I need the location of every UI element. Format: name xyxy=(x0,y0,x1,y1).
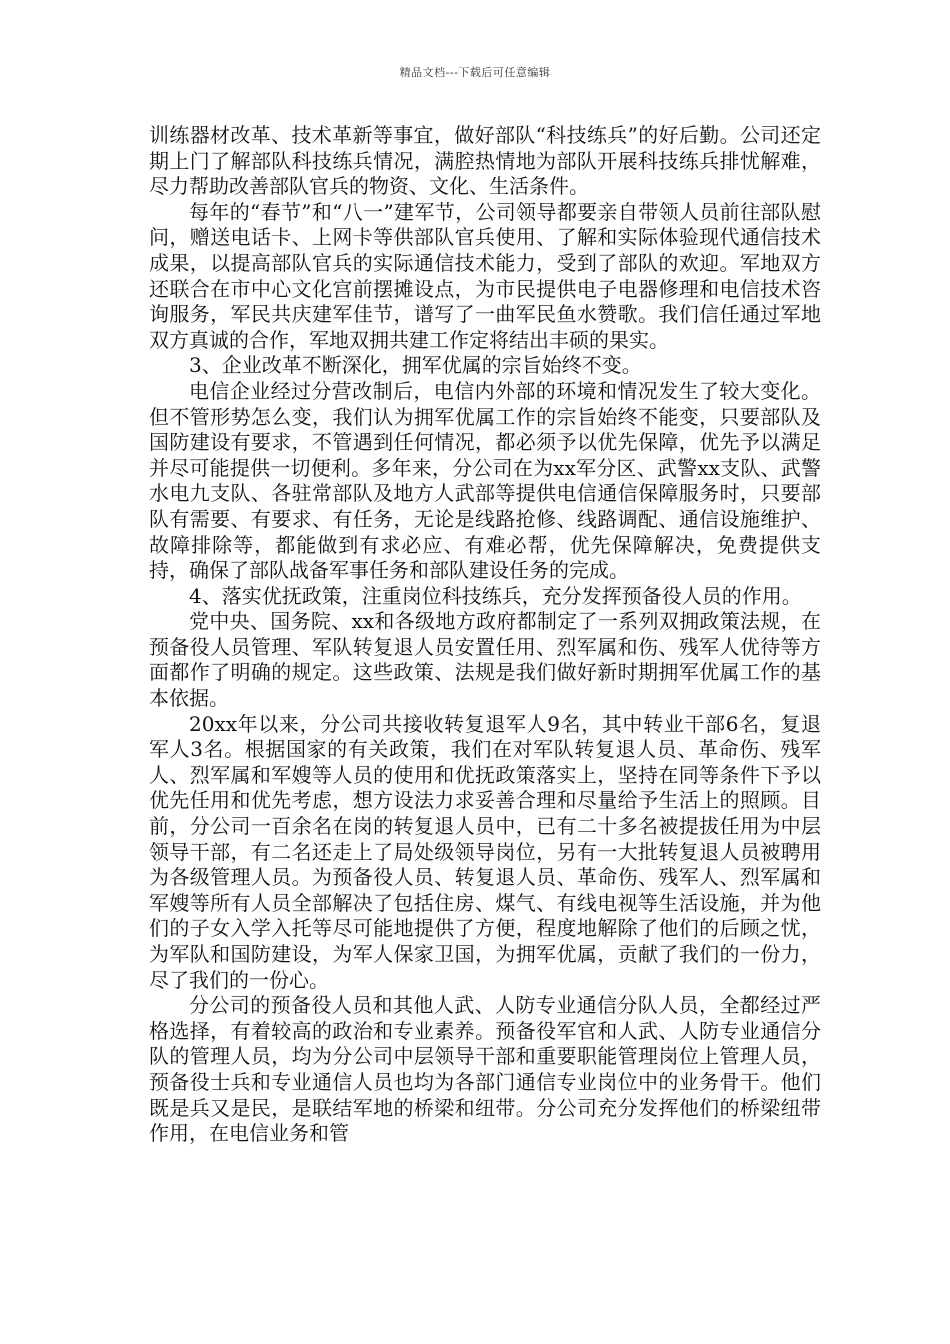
paragraph-support-training: 训练器材改革、技术革新等事宜，做好部队“科技练兵”的好后勤。公司还定期上门了解部队科技练兵情况，满腔热情地为部队开展科技练兵排忧解难，尽力帮助改善部队官兵的物资、文化、生活条件。 xyxy=(149,123,821,199)
page-header: 精品文档---下载后可任意编辑 xyxy=(399,66,551,79)
document-body xyxy=(149,123,821,1147)
paragraph-policies: 党中央、国务院、xx和各级地方政府都制定了一系列双拥政策法规，在预备役人员管理、军队转复退人员安置任用、烈军属和伤、残军人优待等方面都作了明确的规定。这些政策、法规是我们做好新时期拥军优属工作的基本依据。 xyxy=(149,609,821,711)
paragraph-holiday-visits: 每年的“春节”和“八一”建军节，公司领导都要亲自带领人员前往部队慰问，赠送电话卡、上网卡等供部队官兵使用、了解和实际体验现代通信技术成果，以提高部队官兵的实际通信技术能力，受到了部队的欢迎。军地双方还联合在市中心文化宫前摆摊设点，为市民提供电子电器修理和电信技术咨询服务，军民共庆建军佳节，谱写了一曲军民鱼水赞歌。我们信任通过军地双方真诚的合作，军地双拥共建工作定将结出丰硕的果实。 xyxy=(149,199,821,352)
heading-section-3: 3、企业改革不断深化，拥军优属的宗旨始终不变。 xyxy=(189,353,642,378)
paragraph-reserve-personnel: 分公司的预备役人员和其他人武、人防专业通信分队人员，全都经过严格选择，有着较高的政治和专业素养。预备役军官和人武、人防专业通信分队的管理人员，均为分公司中层领导干部和重要职能管理岗位上管理人员，预备役士兵和专业通信人员也均为各部门通信专业岗位中的业务骨干。他们既是兵又是民，是联结军地的桥梁和纽带。分公司充分发挥他们的桥梁纽带作用，在电信业务和管 xyxy=(149,993,821,1146)
paragraph-veterans: 20xx年以来，分公司共接收转复退军人9名，其中转业干部6名，复退军人3名。根据国家的有关政策，我们在对军队转复退人员、革命伤、残军人、烈军属和军嫂等人员的使用和优抚政策落实上，坚持在同等条件下予以优先任用和优先考虑，想方设法力求妥善合理和尽量给予生活上的照顾。目前，分公司一百余名在岗的转复退人员中，已有二十多名被提拔任用为中层领导干部，有二名还走上了局处级领导岗位，另有一大批转复退人员被聘用为各级管理人员。为预备役人员、转复退人员、革命伤、残军人、烈军属和军嫂等所有人员全部解决了包括住房、煤气、有线电视等生活设施，并为他们的子女入学入托等尽可能地提供了方便，程度地解除了他们的后顾之忧，为军队和国防建设，为军人保家卫国，为拥军优属，贡献了我们的一份力，尽了我们的一份心。 xyxy=(149,711,821,992)
heading-section-4: 4、落实优抚政策，注重岗位科技练兵，充分发挥预备役人员的作用。 xyxy=(189,583,802,608)
paragraph-enterprise-reform: 电信企业经过分营改制后，电信内外部的环境和情况发生了较大变化。但不管形势怎么变，我们认为拥军优属工作的宗旨始终不能变，只要部队及国防建设有要求，不管遇到任何情况，都必须予以优先保障，优先予以满足并尽可能提供一切便利。多年来，分公司在为xx军分区、武警xx支队、武警水电九支队、各驻常部队及地方人武部等提供电信通信保障服务时，只要部队有需要、有要求、有任务，无论是线路抢修、线路调配、通信设施维护、故障排除等，都能做到有求必应、有难必帮，优先保障解决，免费提供支持，确保了部队战备军事任务和部队建设任务的完成。 xyxy=(149,378,821,583)
